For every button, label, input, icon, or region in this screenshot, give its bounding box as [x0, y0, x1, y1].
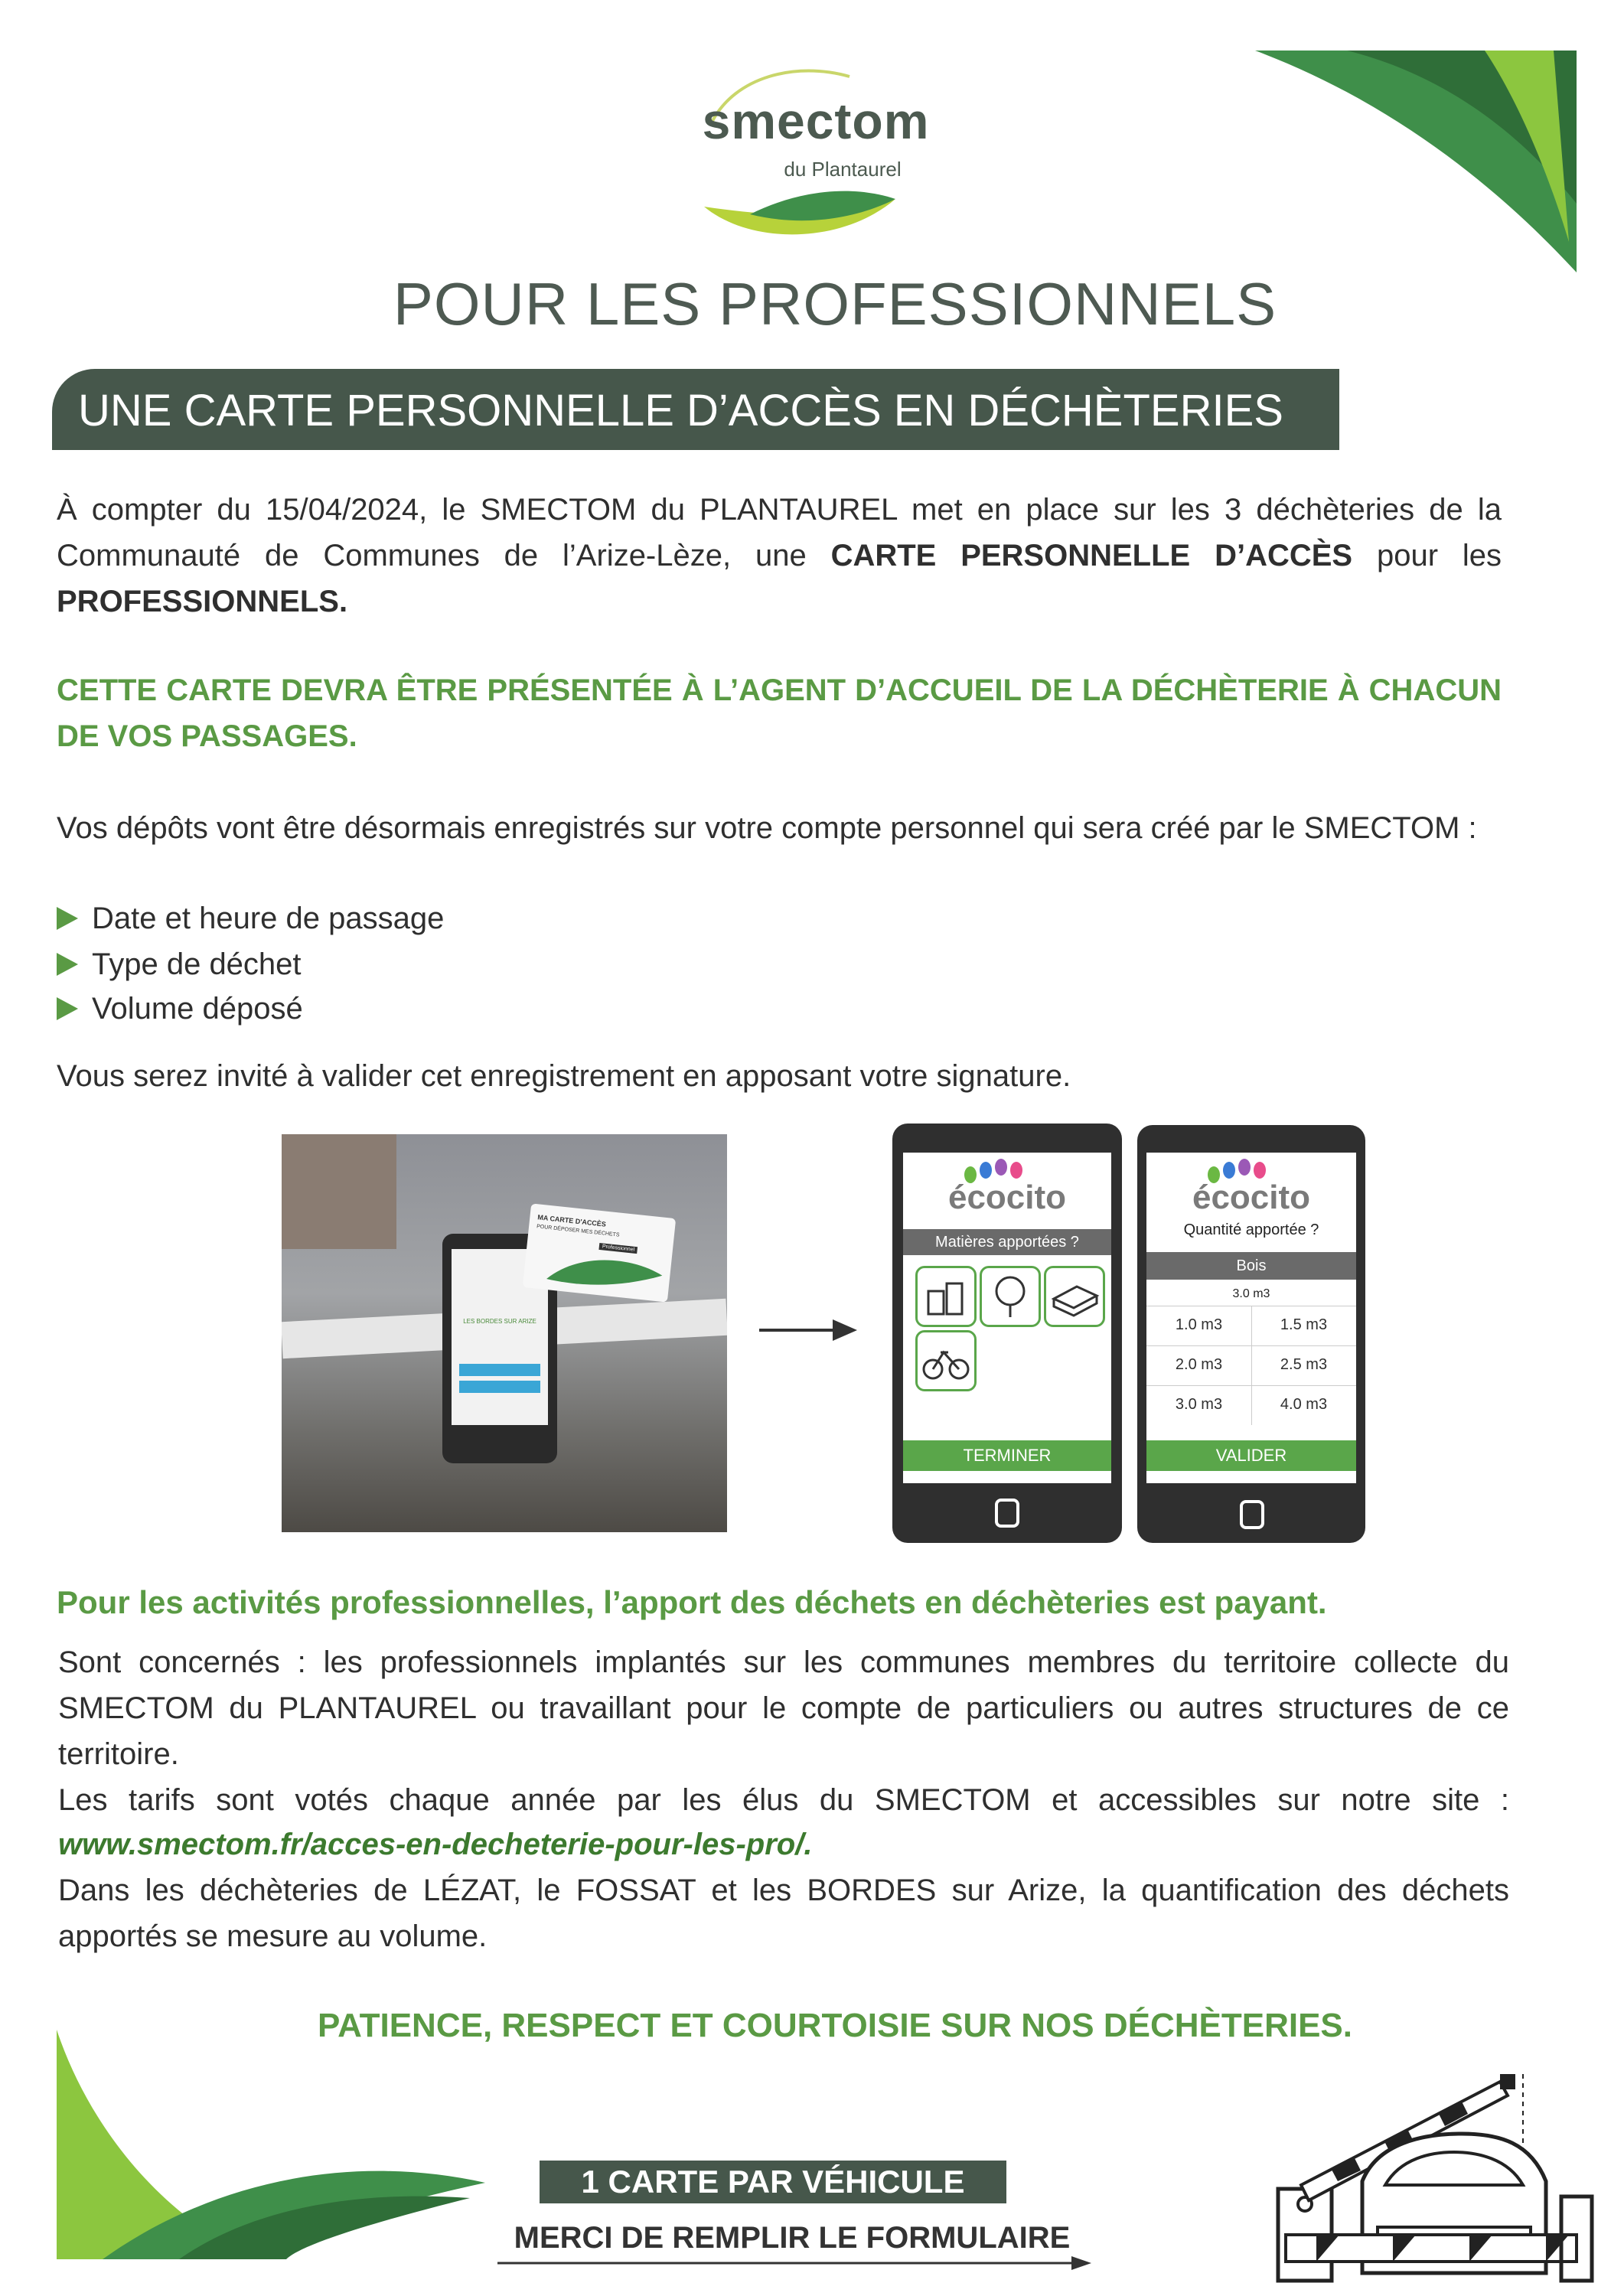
- pro-paragraph-3: Dans les déchèteries de LÉZAT, le FOSSAT et les BORDES sur Arize, la quantification des déchets apportés se mesure au volume.: [58, 1874, 1509, 1953]
- pro-paragraph-2: Les tarifs sont votés chaque année par les élus du SMECTOM et accessibles sur notre site :: [58, 1783, 1509, 1817]
- volume-option[interactable]: 3.0 m3: [1175, 1396, 1223, 1413]
- one-card-per-vehicle: 1 CARTE PAR VÉHICULE: [540, 2161, 1006, 2203]
- notice-text: CETTE CARTE DEVRA ÊTRE PRÉSENTÉE À L’AGENT D’ACCUEIL DE LA DÉCHÈTERIE À CHACUN DE VOS PASSAGES.: [57, 673, 1502, 753]
- volume-option[interactable]: 4.0 m3: [1280, 1396, 1328, 1413]
- triangle-bullet-icon: [57, 907, 78, 930]
- phone-mockup-1: [892, 1124, 1122, 1543]
- terminate-button[interactable]: TERMINER: [903, 1440, 1111, 1471]
- phone-mockup-2: [1137, 1125, 1365, 1543]
- bullet-item: [57, 941, 302, 987]
- pro-heading: Pour les activités professionnelles, l’apport des déchets en déchèteries est payant.: [57, 1584, 1327, 1620]
- photo-phone-text: LES BORDES SUR ARIZE: [463, 1318, 536, 1325]
- pricing-link[interactable]: www.smectom.fr/acces-en-decheterie-pour-les-pro/.: [58, 1828, 813, 1861]
- photo-card-line2: POUR DÉPOSER MES DÉCHETS: [536, 1224, 620, 1238]
- photo-card-scan: [282, 1134, 727, 1532]
- intro-text: À compter du 15/04/2024, le SMECTOM du PLANTAUREL met en place sur les 3 déchèteries de la Communauté de Communes de l’Arize-Lèze, une: [57, 493, 1502, 572]
- form-instruction: MERCI DE REMPLIR LE FORMULAIRE: [514, 2221, 1071, 2255]
- signature-paragraph: Vous serez invité à valider cet enregistrement en apposant votre signature.: [57, 1059, 1071, 1093]
- app1-header: Matières apportées ?: [903, 1229, 1111, 1255]
- volume-option[interactable]: 1.5 m3: [1280, 1316, 1328, 1333]
- bullet-text: Date et heure de passage: [92, 902, 445, 935]
- home-button: [1240, 1500, 1264, 1529]
- app1-brand: écocito: [947, 1179, 1067, 1216]
- logo-name: smectom: [702, 93, 930, 149]
- leaf-decoration-bottom-left: [57, 2030, 485, 2259]
- volume-option[interactable]: 2.5 m3: [1280, 1356, 1328, 1373]
- bullet-text: Type de déchet: [92, 947, 302, 981]
- bullet-item: [57, 986, 303, 1032]
- material-icon-household[interactable]: [915, 1266, 977, 1327]
- volume-option[interactable]: 2.0 m3: [1175, 1356, 1223, 1373]
- section-banner: [52, 369, 1339, 450]
- intro-bold-pro: PROFESSIONNELS.: [57, 585, 348, 618]
- logo-subtitle: du Plantaurel: [784, 158, 902, 181]
- photo-card-line1: MA CARTE D'ACCÈS: [536, 1213, 607, 1228]
- app2-selected-volume: 3.0 m3: [1232, 1287, 1270, 1300]
- material-icon-bike[interactable]: [915, 1330, 977, 1391]
- pro-paragraph-1: Sont concernés : les professionnels implantés sur les communes membres du territoire collecte du SMECTOM du PLANTAUREL ou travaillant pour le compte de particuliers ou autres structures de ce territoire.: [58, 1645, 1509, 1771]
- underline-arrow: [497, 2252, 1094, 2275]
- app2-material: Bois: [1146, 1252, 1356, 1280]
- volume-option[interactable]: 1.0 m3: [1175, 1316, 1223, 1333]
- slogan: PATIENCE, RESPECT ET COURTOISIE SUR NOS DÉCHÈTERIES.: [318, 2007, 1352, 2044]
- triangle-bullet-icon: [57, 953, 78, 976]
- material-icon-wood[interactable]: [1044, 1266, 1105, 1327]
- photo-card-line3: Professionnel: [598, 1243, 638, 1254]
- bullet-item: [57, 895, 444, 941]
- page-title: POUR LES PROFESSIONNELS: [393, 270, 1277, 338]
- deposit-paragraph: Vos dépôts vont être désormais enregistrés sur votre compte personnel qui sera créé par le SMECTOM :: [57, 811, 1477, 845]
- home-button: [995, 1499, 1019, 1528]
- material-icon-green-waste[interactable]: [980, 1266, 1041, 1327]
- bullet-text: Volume déposé: [92, 992, 303, 1026]
- triangle-bullet-icon: [57, 997, 78, 1020]
- barrier-van-illustration: [1270, 2051, 1607, 2288]
- app2-brand: écocito: [1192, 1179, 1311, 1216]
- validate-button[interactable]: VALIDER: [1146, 1440, 1356, 1471]
- app2-question: Quantité apportée ?: [1183, 1221, 1319, 1238]
- intro-paragraph: [57, 487, 1502, 625]
- banner-text: UNE CARTE PERSONNELLE D’ACCÈS EN DÉCHÈTERIES: [78, 386, 1283, 435]
- arrow-right-icon: [759, 1315, 859, 1345]
- intro-text-mid: pour les: [1352, 539, 1502, 572]
- intro-bold-card: CARTE PERSONNELLE D’ACCÈS: [830, 539, 1353, 572]
